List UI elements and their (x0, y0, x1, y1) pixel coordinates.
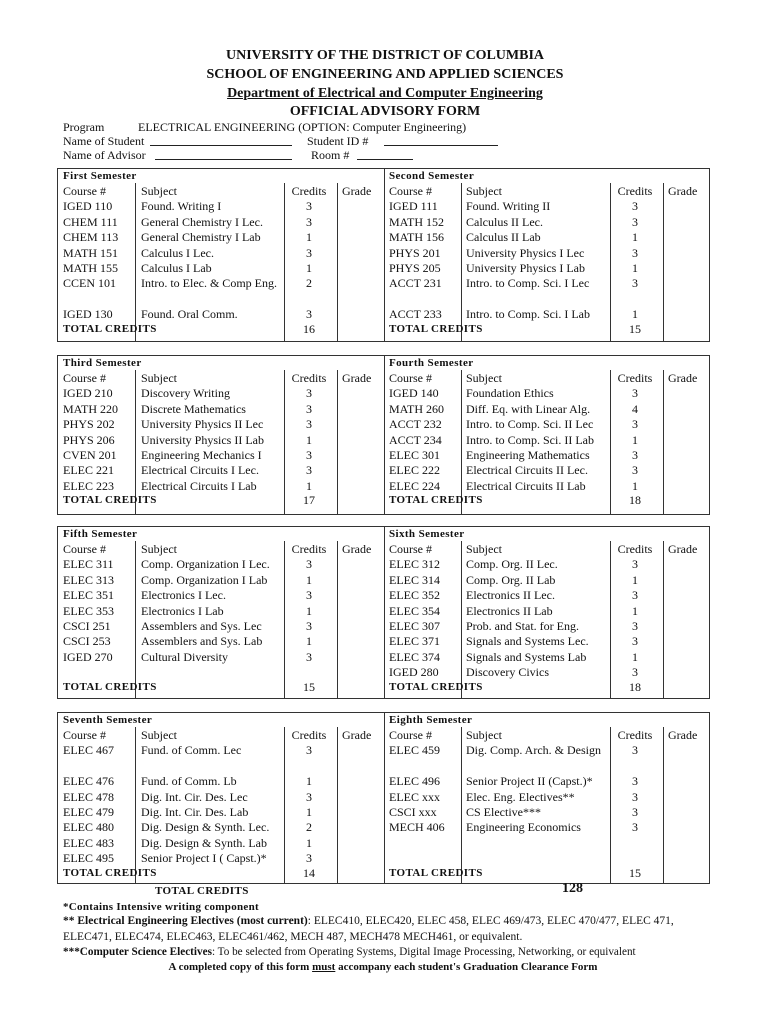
semester-title: Seventh Semester (63, 714, 153, 726)
course-credits: 3 (306, 851, 312, 866)
course-number: ELEC 223 (63, 478, 114, 493)
column-header-course: Course # (63, 728, 106, 742)
column-header-subject: Subject (466, 728, 502, 742)
semester-total-value: 14 (303, 865, 315, 880)
course-number: MATH 152 (389, 214, 445, 229)
course-credits: 3 (632, 557, 638, 572)
course-subject: Discovery Civics (466, 665, 549, 680)
course-subject: Cultural Diversity (141, 649, 228, 664)
course-number: ELEC 496 (389, 774, 440, 789)
semester-total-value: 17 (303, 493, 315, 508)
course-number: ELEC 459 (389, 743, 440, 758)
course-subject: Comp. Organization I Lec. (141, 557, 270, 572)
semester-total-label: TOTAL CREDITS (63, 322, 157, 335)
course-subject: Electrical Circuits I Lab (141, 478, 257, 493)
column-header-subject: Subject (141, 728, 177, 742)
semester-title: Fourth Semester (389, 357, 474, 369)
course-number: ELEC 467 (63, 743, 114, 758)
column-divider (337, 713, 338, 883)
course-subject: Discrete Mathematics (141, 401, 246, 416)
advisor-name-label: Name of Advisor (63, 148, 146, 162)
course-number: ELEC 311 (63, 557, 114, 572)
course-credits: 1 (306, 634, 312, 649)
course-credits: 3 (306, 386, 312, 401)
course-credits: 1 (306, 805, 312, 819)
column-header-course: Course # (63, 371, 106, 385)
column-divider (610, 169, 611, 341)
course-subject: University Physics I Lec (466, 245, 585, 260)
course-subject: Comp. Organization I Lab (141, 572, 268, 587)
course-number: PHYS 205 (389, 261, 441, 275)
column-header-credits: Credits (617, 184, 653, 198)
course-subject: Dig. Comp. Arch. & Design (466, 743, 601, 758)
course-number: ELEC 476 (63, 774, 114, 789)
column-divider (135, 169, 136, 341)
column-divider (384, 527, 385, 698)
course-credits: 3 (306, 463, 312, 478)
semester-block-year-1 (57, 168, 710, 342)
semester-total-value: 15 (629, 321, 641, 336)
course-number: MECH 406 (389, 820, 445, 835)
course-number: ELEC 307 (389, 619, 440, 633)
course-subject: Comp. Org. II Lab (466, 572, 556, 587)
course-subject: Dig. Design & Synth. Lec. (141, 820, 270, 835)
column-header-credits: Credits (617, 542, 653, 556)
course-number: ELEC 352 (389, 588, 440, 603)
course-number: CCEN 101 (63, 276, 117, 291)
course-subject: Found. Writing II (466, 199, 551, 214)
department-name: Department of Electrical and Computer Engineering (227, 86, 543, 101)
course-credits: 3 (632, 665, 638, 680)
course-number: MATH 260 (389, 401, 445, 416)
column-divider (284, 356, 285, 514)
course-credits: 1 (632, 307, 638, 322)
course-number: CHEM 113 (63, 230, 119, 245)
course-subject: Senior Project II (Capst.)* (466, 774, 593, 789)
student-name-label: Name of Student (63, 134, 145, 148)
semester-total-label: TOTAL CREDITS (389, 322, 483, 335)
room-label: Room # (311, 148, 350, 162)
column-divider (337, 169, 338, 341)
semester-total-label: TOTAL CREDITS (63, 866, 157, 879)
course-subject: Found. Oral Comm. (141, 307, 238, 322)
course-credits: 3 (306, 448, 312, 462)
column-divider (461, 713, 462, 883)
student-name-field[interactable] (150, 134, 292, 149)
course-number: IGED 111 (389, 199, 438, 214)
column-header-subject: Subject (466, 542, 502, 556)
course-number: ELEC 354 (389, 603, 440, 618)
course-subject: Intro. to Comp. Sci. II Lab (466, 432, 594, 447)
course-credits: 1 (632, 603, 638, 618)
course-subject: Signals and Systems Lab (466, 649, 587, 664)
course-number: IGED 110 (63, 199, 113, 214)
column-header-course: Course # (389, 542, 432, 556)
grand-total-value: 128 (562, 881, 583, 896)
course-credits: 1 (306, 603, 312, 618)
course-credits: 3 (632, 386, 638, 401)
course-number: ACCT 231 (389, 276, 442, 291)
column-divider (610, 356, 611, 514)
course-credits: 1 (632, 478, 638, 493)
course-credits: 3 (632, 245, 638, 260)
course-number: ELEC 222 (389, 463, 440, 478)
course-credits: 3 (632, 276, 638, 291)
column-divider (284, 169, 285, 341)
course-number: ACCT 232 (389, 417, 442, 432)
university-name: UNIVERSITY OF THE DISTRICT OF COLUMBIA (225, 48, 545, 63)
course-credits: 4 (632, 401, 638, 416)
column-header-grade: Grade (668, 542, 698, 556)
semester-title: Second Semester (389, 170, 475, 182)
column-divider (135, 356, 136, 514)
course-number: CSCI 253 (63, 634, 111, 649)
course-subject: Electronics I Lec. (141, 588, 226, 603)
course-credits: 2 (306, 276, 312, 291)
course-number: MATH 220 (63, 401, 119, 416)
writing-intensive-note: *Contains Intensive writing component (63, 901, 259, 913)
course-number: ELEC 371 (389, 634, 440, 649)
column-header-subject: Subject (466, 371, 502, 385)
course-number: ELEC 374 (389, 649, 440, 664)
course-subject: Calculus I Lec. (141, 245, 214, 260)
student-id-field[interactable] (384, 134, 498, 149)
course-credits: 3 (306, 417, 312, 432)
column-divider (663, 713, 664, 883)
column-header-grade: Grade (342, 542, 372, 556)
course-subject: Fund. of Comm. Lec (141, 743, 242, 758)
column-divider (461, 527, 462, 698)
semester-title: First Semester (63, 170, 137, 182)
semester-total-label: TOTAL CREDITS (389, 494, 483, 507)
school-name: SCHOOL OF ENGINEERING AND APPLIED SCIENCES (206, 67, 564, 82)
course-credits: 1 (632, 432, 638, 447)
course-subject: Engineering Mechanics I (141, 448, 262, 462)
course-credits: 1 (632, 572, 638, 587)
course-number: MATH 156 (389, 230, 445, 245)
form-title: OFFICIAL ADVISORY FORM (289, 104, 481, 119)
course-credits: 1 (306, 261, 312, 275)
course-subject: Intro. to Comp. Sci. I Lab (466, 307, 590, 322)
semester-block-year-2 (57, 355, 710, 515)
column-divider (610, 527, 611, 698)
column-header-subject: Subject (141, 542, 177, 556)
course-subject: Electronics I Lab (141, 603, 224, 618)
course-number: ELEC 479 (63, 805, 114, 819)
column-divider (384, 169, 385, 341)
course-credits: 3 (632, 789, 638, 804)
course-credits: 1 (306, 432, 312, 447)
column-header-credits: Credits (617, 371, 653, 385)
semester-block-year-4 (57, 712, 710, 884)
course-credits: 1 (306, 478, 312, 493)
course-subject: General Chemistry I Lab (141, 230, 261, 245)
course-credits: 1 (632, 649, 638, 664)
course-credits: 3 (632, 774, 638, 789)
advisor-name-field[interactable] (155, 148, 292, 163)
cs-electives-text: : To be selected from Operating Systems, Digital Image Processing, Networking, or equivalent (211, 946, 636, 958)
course-number: ELEC xxx (389, 789, 440, 804)
course-credits: 3 (306, 199, 312, 214)
column-header-grade: Grade (342, 728, 372, 742)
column-header-grade: Grade (668, 728, 698, 742)
course-number: ELEC 224 (389, 478, 440, 493)
course-credits: 2 (306, 820, 312, 835)
column-divider (663, 169, 664, 341)
course-subject: Calculus II Lec. (466, 214, 543, 229)
ee-electives-label: ** Electrical Engineering Electives (most current) (63, 915, 308, 927)
column-header-subject: Subject (466, 184, 502, 198)
course-number: PHYS 201 (389, 245, 441, 260)
column-divider (663, 356, 664, 514)
cs-electives-label: ***Computer Science Electives (63, 946, 212, 958)
column-header-subject: Subject (141, 184, 177, 198)
course-subject: Electrical Circuits II Lab (466, 478, 586, 493)
footer-text-b: accompany each student's Graduation Clearance Form (335, 961, 598, 973)
course-subject: Dig. Design & Synth. Lab (141, 835, 267, 850)
course-subject: Calculus II Lab (466, 230, 541, 245)
course-subject: University Physics I Lab (466, 261, 585, 275)
course-subject: Intro. to Comp. Sci. II Lec (466, 417, 594, 432)
course-subject: Assemblers and Sys. Lec (141, 619, 262, 633)
course-number: MATH 151 (63, 245, 119, 260)
course-subject: Discovery Writing (141, 386, 230, 401)
course-credits: 3 (306, 214, 312, 229)
course-number: ELEC 495 (63, 851, 114, 866)
course-credits: 1 (306, 230, 312, 245)
course-credits: 3 (306, 649, 312, 664)
course-subject: Calculus I Lab (141, 261, 212, 275)
course-credits: 3 (306, 245, 312, 260)
course-subject: Found. Writing I (141, 199, 222, 214)
course-subject: Electrical Circuits I Lec. (141, 463, 259, 478)
course-number: CHEM 111 (63, 214, 118, 229)
course-number: IGED 140 (389, 386, 439, 401)
course-number: ACCT 233 (389, 307, 442, 322)
column-header-grade: Grade (668, 371, 698, 385)
course-subject: Electronics II Lec. (466, 588, 555, 603)
column-header-course: Course # (389, 184, 432, 198)
program-label: Program (63, 120, 105, 134)
course-number: ACCT 234 (389, 432, 442, 447)
course-subject: Engineering Economics (466, 820, 581, 835)
clearance-footer (63, 960, 703, 976)
course-number: ELEC 353 (63, 603, 114, 618)
semester-total-label: TOTAL CREDITS (63, 494, 157, 507)
column-divider (461, 356, 462, 514)
semester-total-value: 18 (629, 493, 641, 508)
column-header-credits: Credits (291, 184, 327, 198)
column-header-course: Course # (389, 371, 432, 385)
ee-electives-note (63, 914, 723, 945)
column-header-credits: Credits (291, 542, 327, 556)
course-subject: Electrical Circuits II Lec. (466, 463, 588, 478)
course-subject: Foundation Ethics (466, 386, 554, 401)
course-subject: Fund. of Comm. Lb (141, 774, 237, 789)
course-number: ELEC 301 (389, 448, 440, 462)
course-number: IGED 280 (389, 665, 439, 680)
column-header-course: Course # (389, 728, 432, 742)
course-number: ELEC 314 (389, 572, 440, 587)
column-divider (337, 356, 338, 514)
course-subject: Diff. Eq. with Linear Alg. (466, 401, 591, 416)
course-number: ELEC 312 (389, 557, 440, 572)
semester-total-value: 18 (629, 679, 641, 694)
course-number: IGED 210 (63, 386, 113, 401)
semester-block-year-3 (57, 526, 710, 699)
semester-total-label: TOTAL CREDITS (63, 680, 157, 693)
footer-must: must (312, 961, 336, 973)
column-divider (663, 527, 664, 698)
course-subject: Prob. and Stat. for Eng. (466, 619, 579, 633)
course-subject: Senior Project I ( Capst.)* (141, 851, 267, 866)
course-credits: 3 (306, 789, 312, 804)
course-credits: 3 (632, 214, 638, 229)
course-credits: 3 (306, 588, 312, 603)
column-header-credits: Credits (617, 728, 653, 742)
semester-title: Sixth Semester (389, 528, 465, 540)
column-header-credits: Credits (291, 371, 327, 385)
semester-title: Third Semester (63, 357, 142, 369)
column-divider (135, 713, 136, 883)
course-number: CSCI 251 (63, 619, 111, 633)
course-subject: Elec. Eng. Electives** (466, 789, 575, 804)
course-subject: Comp. Org. II Lec. (466, 557, 558, 572)
course-credits: 1 (306, 835, 312, 850)
course-subject: CS Elective*** (466, 805, 541, 819)
course-credits: 3 (632, 463, 638, 478)
course-credits: 3 (306, 619, 312, 633)
course-subject: Dig. Int. Cir. Des. Lec (141, 789, 248, 804)
course-number: ELEC 480 (63, 820, 114, 835)
column-divider (135, 527, 136, 698)
course-subject: University Physics II Lab (141, 432, 264, 447)
course-subject: Intro. to Elec. & Comp Eng. (141, 276, 277, 291)
course-subject: Intro. to Comp. Sci. I Lec (466, 276, 590, 291)
course-number: CSCI xxx (389, 805, 437, 819)
course-credits: 3 (632, 634, 638, 649)
semester-title: Eighth Semester (389, 714, 473, 726)
column-header-subject: Subject (141, 371, 177, 385)
program-value: ELECTRICAL ENGINEERING (OPTION: Computer Engineering) (138, 120, 467, 134)
course-credits: 3 (632, 743, 638, 758)
semester-total-label: TOTAL CREDITS (389, 866, 483, 879)
course-subject: Engineering Mathematics (466, 448, 590, 462)
room-field[interactable] (357, 148, 413, 163)
course-number: IGED 130 (63, 307, 113, 322)
course-credits: 3 (306, 557, 312, 572)
semester-total-value: 15 (303, 679, 315, 694)
course-credits: 3 (632, 199, 638, 214)
column-header-grade: Grade (668, 184, 698, 198)
grand-total-label: TOTAL CREDITS (155, 885, 249, 897)
course-credits: 3 (632, 619, 638, 633)
course-credits: 3 (306, 743, 312, 758)
column-divider (284, 713, 285, 883)
semester-title: Fifth Semester (63, 528, 138, 540)
course-number: ELEC 483 (63, 835, 114, 850)
course-number: ELEC 478 (63, 789, 114, 804)
column-divider (384, 356, 385, 514)
course-credits: 1 (632, 230, 638, 245)
semester-total-value: 15 (629, 865, 641, 880)
course-credits: 3 (306, 307, 312, 322)
course-number: IGED 270 (63, 649, 113, 664)
course-subject: Assemblers and Sys. Lab (141, 634, 263, 649)
course-subject: University Physics II Lec (141, 417, 264, 432)
course-number: PHYS 206 (63, 432, 115, 447)
column-header-credits: Credits (291, 728, 327, 742)
column-divider (337, 527, 338, 698)
course-subject: Dig. Int. Cir. Des. Lab (141, 805, 249, 819)
course-credits: 3 (632, 805, 638, 819)
column-divider (284, 527, 285, 698)
course-credits: 1 (306, 572, 312, 587)
semester-total-value: 16 (303, 321, 315, 336)
column-header-course: Course # (63, 542, 106, 556)
column-divider (384, 713, 385, 883)
course-number: ELEC 351 (63, 588, 114, 603)
column-header-grade: Grade (342, 371, 372, 385)
course-credits: 3 (632, 448, 638, 462)
column-header-course: Course # (63, 184, 106, 198)
course-number: MATH 155 (63, 261, 119, 275)
course-credits: 3 (632, 820, 638, 835)
cs-electives-note (63, 945, 723, 961)
course-credits: 3 (306, 401, 312, 416)
course-credits: 3 (632, 588, 638, 603)
footer-text-a: A completed copy of this form (168, 961, 313, 973)
semester-total-label: TOTAL CREDITS (389, 680, 483, 693)
course-credits: 3 (632, 417, 638, 432)
course-number: ELEC 221 (63, 463, 114, 478)
course-credits: 1 (632, 261, 638, 275)
course-number: ELEC 313 (63, 572, 114, 587)
course-number: CVEN 201 (63, 448, 117, 462)
column-divider (610, 713, 611, 883)
student-id-label: Student ID # (307, 134, 369, 148)
column-divider (461, 169, 462, 341)
course-subject: General Chemistry I Lec. (141, 214, 263, 229)
column-header-grade: Grade (342, 184, 372, 198)
course-number: PHYS 202 (63, 417, 115, 432)
ee-electives-list: : ELEC410, ELEC420, ELEC 458, ELEC 469/473, ELEC 470/477, ELEC 471, ELEC471, ELEC474, ELEC463, ELEC461/462, MECH 487, MECH478 MECH461, or equivalent. (63, 915, 674, 943)
course-subject: Signals and Systems Lec. (466, 634, 589, 649)
course-subject: Electronics II Lab (466, 603, 553, 618)
course-credits: 1 (306, 774, 312, 789)
